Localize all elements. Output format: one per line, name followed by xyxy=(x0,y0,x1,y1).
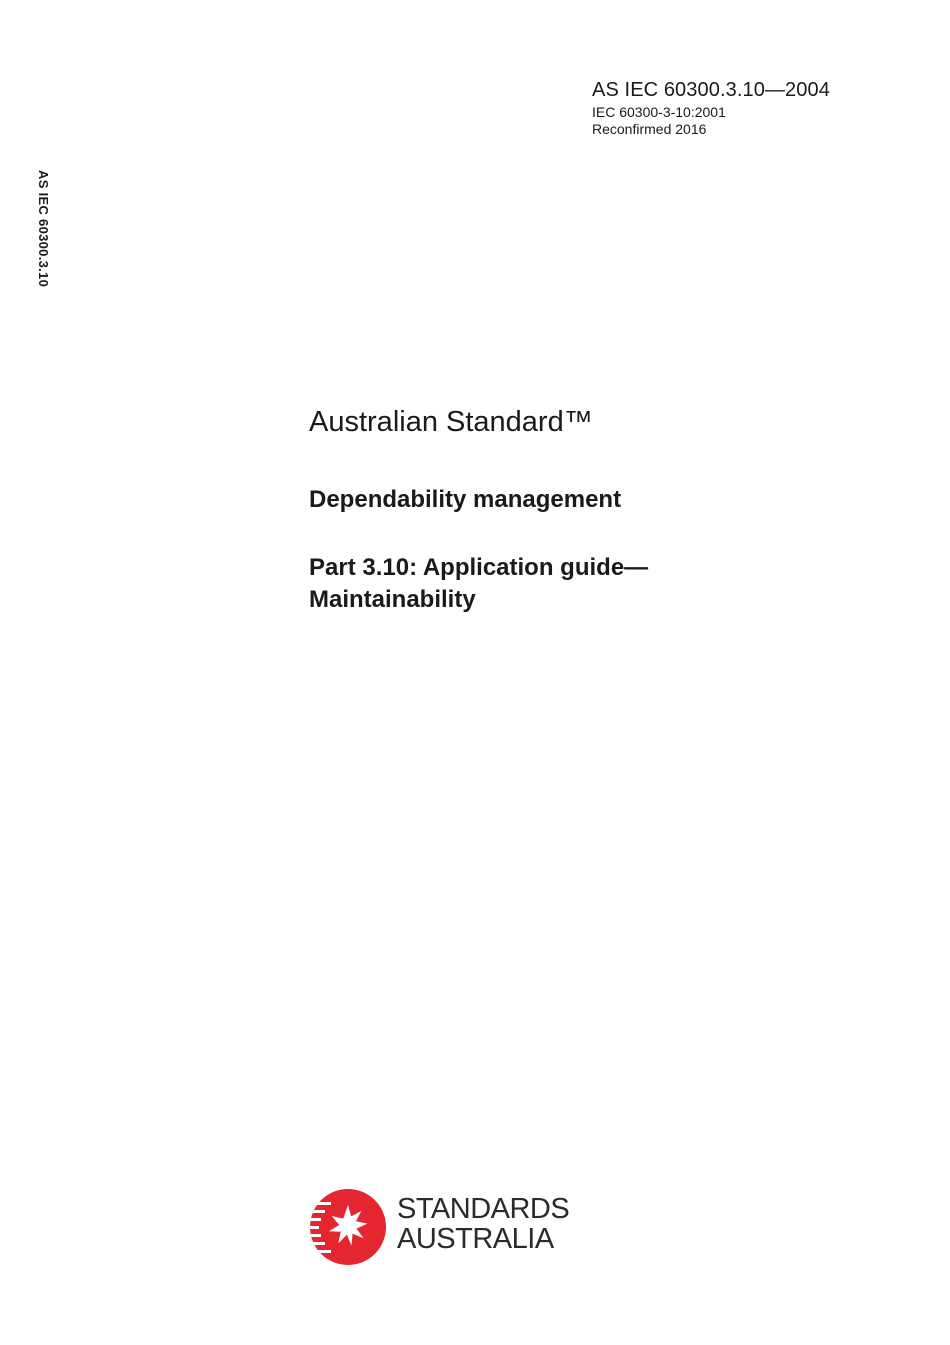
document-header xyxy=(592,80,830,138)
star-globe-icon xyxy=(309,1188,387,1266)
main-title: Dependability management xyxy=(309,486,622,513)
title-block xyxy=(309,404,869,616)
spine-label: AS IEC 60300.3.10 xyxy=(36,170,51,288)
iec-reference: IEC 60300-3-10:2001 xyxy=(592,104,726,120)
part-title-line1: Part 3.10: Application guide— xyxy=(309,554,649,581)
standard-type: Australian Standard™ xyxy=(309,406,593,438)
standard-code: AS IEC 60300.3.10—2004 xyxy=(592,79,830,101)
logo-wordmark xyxy=(397,1194,569,1254)
logo-line1: STANDARDS xyxy=(397,1193,570,1225)
standards-australia-logo xyxy=(309,1188,589,1268)
logo-line2: AUSTRALIA xyxy=(397,1223,554,1255)
reconfirmed-date: Reconfirmed 2016 xyxy=(592,121,707,137)
part-title-line2: Maintainability xyxy=(309,586,476,613)
